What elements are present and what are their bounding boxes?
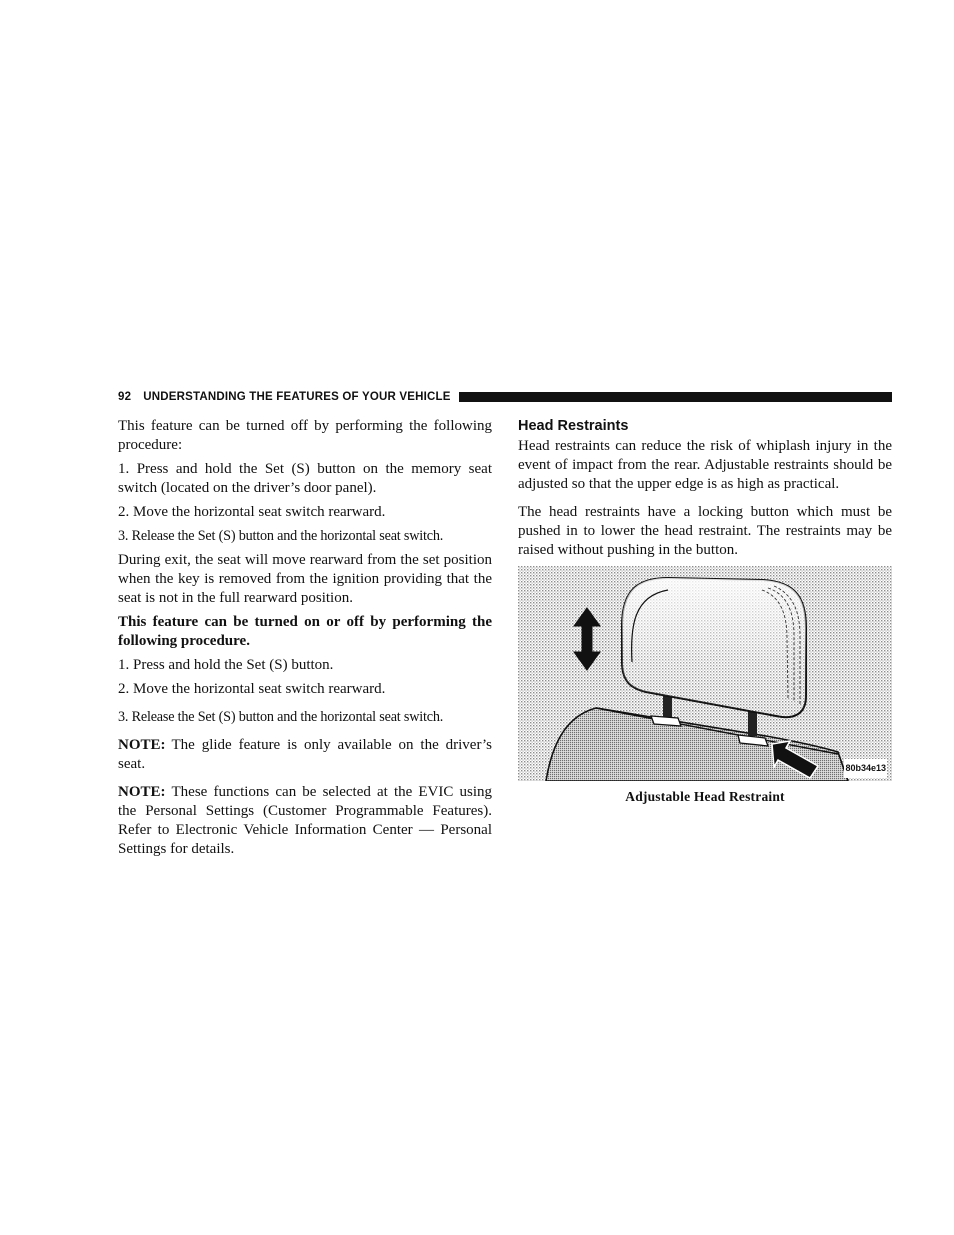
left-column [118,417,492,864]
exit-paragraph: During exit, the seat will move rearward from the set position when the key is removed from the ignition providing that the seat is not in the full rearward position. [118,552,492,606]
note-label: NOTE: [118,784,166,800]
header-rule [459,392,892,402]
head-restraint-figure [518,566,892,781]
on-step-2: 2. Move the horizontal seat switch rearward. [118,681,386,697]
header-title: UNDERSTANDING THE FEATURES OF YOUR VEHICLE [143,391,451,403]
head-restraint-paragraph-1: Head restraints can reduce the risk of whiplash injury in the event of impact from the rear. Adjustable restraints should be adjusted so that the upper edge is as high as practical. [518,438,892,492]
on-step-3: 3. Release the Set (S) button and the horizontal seat switch. [118,709,444,725]
note-text: These functions can be selected at the EVIC using the Personal Settings (Customer Programmable Features). Refer to Electronic Vehicle Information Center — Personal Settings for details. [118,784,492,857]
intro-paragraph: This feature can be turned off by performing the following procedure: [118,418,492,453]
on-step-1: 1. Press and hold the Set (S) button. [118,657,334,673]
off-step-1: 1. Press and hold the Set (S) button on the memory seat switch (located on the driver’s door panel). [118,461,492,496]
running-header [118,389,892,405]
note-text: The glide feature is only available on the driver’s seat. [118,737,492,772]
bold-procedure-intro: This feature can be turned on or off by performing the following procedure. [118,614,492,649]
right-column [518,417,892,806]
note-evic [118,783,492,859]
off-step-3: 3. Release the Set (S) button and the horizontal seat switch. [118,528,444,544]
figure-caption: Adjustable Head Restraint [625,789,785,804]
head-restraint-paragraph-2: The head restraints have a locking button which must be pushed in to lower the head restraint. The restraints may be raised without pushing in the button. [518,504,892,558]
head-restraint-illustration [518,566,892,781]
page-number: 92 [118,391,132,403]
note-glide [118,736,492,774]
section-heading: Head Restraints [518,418,629,434]
figure-code: 80b34e13 [844,759,887,778]
off-step-2: 2. Move the horizontal seat switch rearward. [118,504,386,520]
note-label: NOTE: [118,737,166,753]
